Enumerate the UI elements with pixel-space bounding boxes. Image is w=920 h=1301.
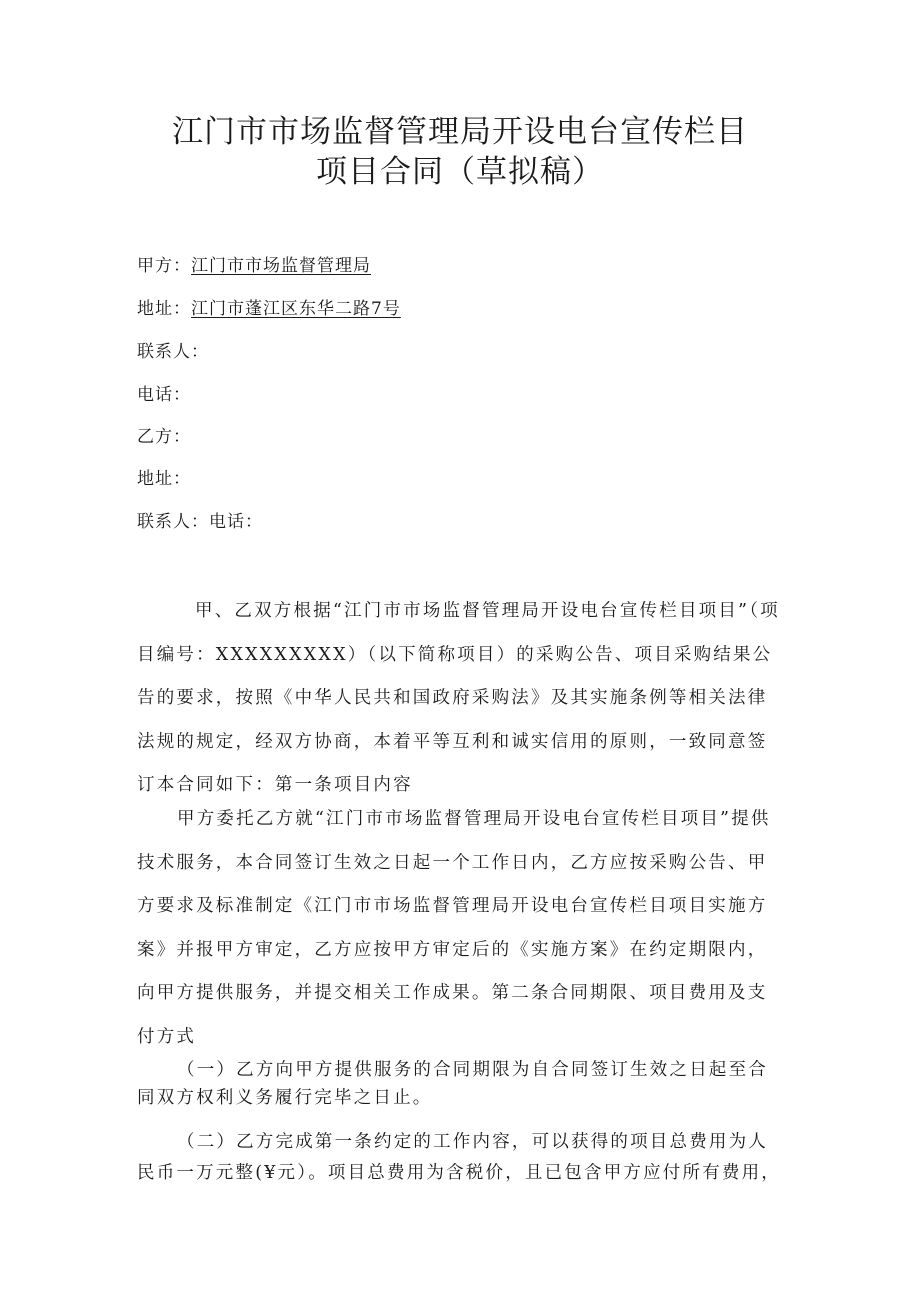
- party-b-line: [137, 425, 191, 449]
- party-a-label: 甲方：: [137, 256, 191, 276]
- party-b-contact-phone-label: 联系人：电话：: [137, 512, 263, 532]
- document-title-line-1: 江门市市场监督管理局开设电台宣传栏目: [172, 114, 748, 150]
- party-a-address-line: [137, 297, 401, 321]
- party-b-label: 乙方：: [137, 427, 191, 447]
- party-a-phone-line: [137, 383, 191, 407]
- party-a-line: [137, 254, 371, 278]
- intro-paragraph: 甲、乙双方根据“江门市市场监督管理局开设电台宣传栏目项目”（项目编号：XXXXXXXXX）（以下简称项目）的采购公告、项目采购结果公告的要求，按照《中华人民共和国政府采购法》及其实施条例等相关法律法规的规定，经双方协商，本着平等互利和诚实信用的原则，一致同意签订本合同如下：第一条项目内容: [137, 601, 780, 795]
- party-a-address-label: 地址：: [137, 299, 191, 319]
- party-a-phone-label: 电话：: [137, 385, 191, 405]
- party-a-contact-label: 联系人：: [137, 342, 209, 362]
- party-b-contact-phone-line: [137, 510, 263, 534]
- contract-term-paragraph: （一）乙方向甲方提供服务的合同期限为自合同签订生效之日起至合同双方权利义务履行完毕之日止。: [137, 1060, 768, 1108]
- party-a-contact-line: [137, 340, 209, 364]
- project-fee-paragraph: （二）乙方完成第一条约定的工作内容，可以获得的项目总费用为人民币一万元整(¥元）。项目总费用为含税价，且已包含甲方应付所有费用，: [137, 1132, 782, 1183]
- article-1-paragraph: 甲方委托乙方就“江门市市场监督管理局开设电台宣传栏目项目”提供技术服务，本合同签订生效之日起一个工作日内，乙方应按采购公告、甲方要求及标准制定《江门市市场监督管理局开设电台宣传栏目项目实施方案》并报甲方审定，乙方应按甲方审定后的《实施方案》在约定期限内，向甲方提供服务，并提交相关工作成果。第二条合同期限、项目费用及支付方式: [137, 809, 771, 1047]
- party-b-address-line: [137, 467, 191, 491]
- party-a-address: 江门市蓬江区东华二路7号: [191, 299, 401, 319]
- party-a-name: 江门市市场监督管理局: [191, 256, 371, 276]
- party-b-address-label: 地址：: [137, 469, 191, 489]
- document-title-line-2: 项目合同（草拟稿）: [316, 154, 604, 190]
